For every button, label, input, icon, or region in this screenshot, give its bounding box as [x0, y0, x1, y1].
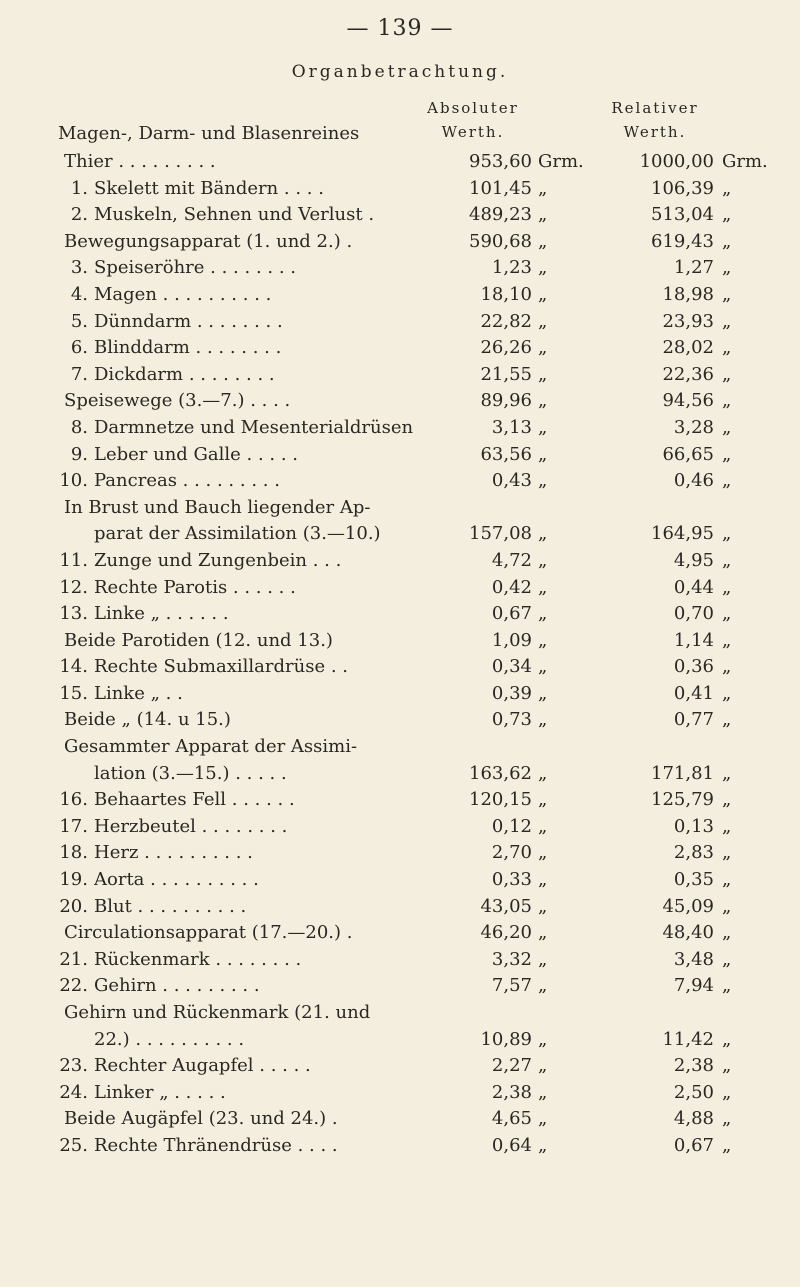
absolute-value: 953,60: [469, 151, 532, 172]
row-number: 1.: [70, 177, 88, 199]
page-number: — 139 —: [346, 16, 454, 41]
relative-unit: Grm.: [722, 151, 768, 172]
absolute-unit: „: [538, 230, 548, 252]
relative-unit: „: [722, 948, 732, 970]
absolute-value: 21,55: [480, 363, 532, 385]
absolute-unit: „: [538, 283, 548, 305]
row-number: 6.: [70, 337, 88, 359]
relative-value: 3,48: [673, 948, 714, 970]
relative-unit: „: [722, 815, 732, 837]
absolute-value: 10,89: [480, 1028, 532, 1050]
row-label: 22.) . . . . . . . . . .: [94, 1028, 245, 1050]
relative-unit: „: [722, 869, 732, 891]
relative-value: 513,04: [651, 204, 714, 226]
table-row: [44, 920, 796, 947]
row-label: Rechte Submaxillardrüse . .: [94, 656, 348, 678]
relative-value: 94,56: [662, 390, 714, 412]
row-number: 13.: [59, 603, 88, 625]
relative-unit: „: [722, 230, 732, 252]
table-row: [44, 149, 796, 176]
absolute-unit: Grm.: [538, 151, 584, 172]
row-number: 2.: [70, 204, 88, 226]
table-row: [44, 415, 796, 442]
relative-unit: „: [722, 310, 732, 332]
row-number: 7.: [70, 363, 88, 385]
table-row: [44, 442, 796, 469]
absolute-unit: „: [538, 443, 548, 465]
relative-value: 4,88: [673, 1108, 714, 1130]
table-row: [44, 681, 796, 708]
row-label: Herzbeutel . . . . . . . .: [94, 815, 288, 837]
relative-unit: „: [722, 1055, 732, 1077]
relative-value: 0,67: [673, 1134, 714, 1156]
absolute-value: 3,13: [491, 416, 532, 438]
table-row: [44, 255, 796, 282]
row-label: Blut . . . . . . . . . .: [94, 895, 247, 917]
column-header-relative-line1: Relativer: [611, 99, 699, 117]
relative-value: 66,65: [662, 443, 714, 465]
row-number: 15.: [59, 682, 88, 704]
column-header-absolute-line2: Werth.: [441, 123, 505, 141]
relative-value: 2,83: [673, 842, 714, 864]
absolute-value: 89,96: [480, 390, 532, 412]
column-header-absolute: [398, 96, 548, 144]
table-row: [44, 814, 796, 841]
row-label: Zunge und Zungenbein . . .: [94, 549, 342, 571]
row-label: Linker „ . . . . .: [94, 1081, 226, 1103]
absolute-value: 26,26: [480, 337, 532, 359]
row-label: Dickdarm . . . . . . . .: [94, 363, 275, 385]
absolute-value: 0,43: [491, 470, 532, 492]
absolute-unit: „: [538, 1108, 548, 1130]
absolute-value: 43,05: [480, 895, 532, 917]
row-number: 5.: [70, 310, 88, 332]
table-row: [44, 734, 796, 761]
row-label: Rechte Thränendrüse . . . .: [94, 1134, 338, 1156]
row-label: Skelett mit Bändern . . . .: [94, 177, 324, 199]
row-label: Pancreas . . . . . . . . .: [94, 470, 280, 492]
relative-value: 0,13: [673, 815, 714, 837]
absolute-unit: „: [538, 709, 548, 731]
table-row: [44, 575, 796, 602]
row-label: Beide Augäpfel (23. und 24.) .: [64, 1108, 338, 1130]
relative-unit: „: [722, 895, 732, 917]
absolute-unit: „: [538, 975, 548, 997]
relative-value: 0,41: [673, 682, 714, 704]
relative-unit: „: [722, 443, 732, 465]
absolute-value: 120,15: [469, 789, 532, 811]
absolute-unit: „: [538, 869, 548, 891]
row-number: 3.: [70, 257, 88, 279]
row-number: 19.: [59, 869, 88, 891]
table-row: [44, 707, 796, 734]
relative-unit: „: [722, 762, 732, 784]
row-number: 23.: [59, 1055, 88, 1077]
row-label: Leber und Galle . . . . .: [94, 443, 299, 465]
row-label: Aorta . . . . . . . . . .: [94, 869, 259, 891]
relative-value: 125,79: [651, 789, 714, 811]
relative-value: 0,46: [673, 470, 714, 492]
relative-unit: „: [722, 177, 732, 199]
row-label: Beide „ (14. u 15.): [64, 709, 231, 731]
relative-value: 1,27: [673, 257, 714, 279]
absolute-unit: „: [538, 1081, 548, 1103]
absolute-value: 0,39: [491, 682, 532, 704]
row-label: Rückenmark . . . . . . . .: [94, 948, 302, 970]
relative-value: 11,42: [662, 1028, 714, 1050]
table-row: [44, 628, 796, 655]
row-label: Muskeln, Sehnen und Verlust .: [94, 204, 375, 226]
absolute-unit: „: [538, 656, 548, 678]
column-header-relative: [570, 96, 740, 144]
absolute-value: 4,72: [491, 549, 532, 571]
row-label: Magen . . . . . . . . . .: [94, 283, 272, 305]
table-row: [44, 548, 796, 575]
relative-value: 164,95: [651, 523, 714, 545]
absolute-unit: „: [538, 390, 548, 412]
relative-unit: „: [722, 549, 732, 571]
relative-unit: „: [722, 204, 732, 226]
row-number: 24.: [59, 1081, 88, 1103]
absolute-value: 0,33: [491, 869, 532, 891]
relative-unit: „: [722, 682, 732, 704]
row-label: Circulationsapparat (17.—20.) .: [64, 922, 353, 944]
relative-value: 18,98: [662, 283, 714, 305]
relative-unit: „: [722, 576, 732, 598]
row-label: Bewegungsapparat (1. und 2.) .: [64, 230, 353, 252]
table-row: [44, 468, 796, 495]
table-row: [44, 867, 796, 894]
absolute-value: 0,67: [491, 603, 532, 625]
table-row: [44, 335, 796, 362]
row-label: In Brust und Bauch liegender Ap-: [64, 496, 371, 518]
absolute-value: 4,65: [491, 1108, 532, 1130]
row-label: Behaartes Fell . . . . . .: [94, 789, 295, 811]
relative-unit: „: [722, 629, 732, 651]
absolute-value: 1,23: [491, 257, 532, 279]
absolute-unit: „: [538, 922, 548, 944]
table-row: [44, 1133, 796, 1160]
absolute-value: 101,45: [469, 177, 532, 199]
relative-value: 7,94: [673, 975, 714, 997]
absolute-value: 489,23: [469, 204, 532, 226]
table-row: [44, 973, 796, 1000]
absolute-unit: „: [538, 470, 548, 492]
row-label: Rechter Augapfel . . . . .: [94, 1055, 311, 1077]
relative-unit: „: [722, 416, 732, 438]
row-number: 20.: [59, 895, 88, 917]
absolute-unit: „: [538, 576, 548, 598]
absolute-value: 7,57: [491, 975, 532, 997]
table-row: [44, 176, 796, 203]
relative-value: 0,70: [673, 603, 714, 625]
row-label: Rechte Parotis . . . . . .: [94, 576, 296, 598]
relative-value: 23,93: [662, 310, 714, 332]
absolute-unit: „: [538, 895, 548, 917]
absolute-value: 0,73: [491, 709, 532, 731]
relative-unit: „: [722, 523, 732, 545]
relative-value: 0,36: [673, 656, 714, 678]
relative-value: 619,43: [651, 230, 714, 252]
row-number: 10.: [59, 470, 88, 492]
row-label: lation (3.—15.) . . . . .: [94, 762, 287, 784]
row-label: Speiseröhre . . . . . . . .: [94, 257, 296, 279]
table-row: [44, 1106, 796, 1133]
table-row: [44, 1000, 796, 1027]
table-row: [44, 761, 796, 788]
column-header-absolute-line1: Absoluter: [427, 99, 519, 117]
absolute-value: 0,12: [491, 815, 532, 837]
relative-value: 0,44: [673, 576, 714, 598]
absolute-value: 2,27: [491, 1055, 532, 1077]
absolute-value: 157,08: [469, 523, 532, 545]
row-label: Linke „ . . . . . .: [94, 603, 229, 625]
absolute-unit: „: [538, 177, 548, 199]
absolute-value: 2,70: [491, 842, 532, 864]
absolute-unit: „: [538, 789, 548, 811]
absolute-unit: „: [538, 1028, 548, 1050]
absolute-unit: „: [538, 337, 548, 359]
relative-unit: „: [722, 337, 732, 359]
table-row: [44, 495, 796, 522]
absolute-value: 63,56: [480, 443, 532, 465]
table-row: [44, 1080, 796, 1107]
relative-value: 4,95: [673, 549, 714, 571]
relative-value: 0,35: [673, 869, 714, 891]
absolute-unit: „: [538, 523, 548, 545]
table-row: [44, 521, 796, 548]
table-row: [44, 840, 796, 867]
section-heading: Organbetrachtung.: [291, 62, 509, 82]
row-label: Gesammter Apparat der Assimi-: [64, 736, 358, 758]
absolute-unit: „: [538, 257, 548, 279]
row-label: Linke „ . .: [94, 682, 183, 704]
row-label: Thier . . . . . . . . .: [64, 151, 216, 172]
absolute-value: 590,68: [469, 230, 532, 252]
relative-unit: „: [722, 975, 732, 997]
row-number: 17.: [59, 815, 88, 837]
row-number: 9.: [70, 443, 88, 465]
relative-unit: „: [722, 1081, 732, 1103]
absolute-value: 163,62: [469, 762, 532, 784]
relative-value: 171,81: [651, 762, 714, 784]
table-row: [44, 309, 796, 336]
table-row: [44, 1053, 796, 1080]
relative-unit: „: [722, 257, 732, 279]
relative-value: 2,38: [673, 1055, 714, 1077]
organ-table: [44, 149, 796, 1160]
row-number: 12.: [59, 576, 88, 598]
absolute-unit: „: [538, 363, 548, 385]
table-row: [44, 654, 796, 681]
relative-value: 2,50: [673, 1081, 714, 1103]
relative-unit: „: [722, 922, 732, 944]
table-row: [44, 229, 796, 256]
table-row: [44, 388, 796, 415]
absolute-value: 22,82: [480, 310, 532, 332]
table-row: [44, 1027, 796, 1054]
relative-value: 28,02: [662, 337, 714, 359]
absolute-value: 18,10: [480, 283, 532, 305]
row-label: Beide Parotiden (12. und 13.): [64, 629, 333, 651]
relative-value: 22,36: [662, 363, 714, 385]
row-number: 14.: [59, 656, 88, 678]
table-row: [44, 202, 796, 229]
row-label: Darmnetze und Mesenterialdrüsen: [94, 416, 414, 438]
table-row: [44, 787, 796, 814]
row-label: Speisewege (3.—7.) . . . .: [64, 390, 291, 412]
absolute-value: 46,20: [480, 922, 532, 944]
absolute-value: 0,64: [491, 1134, 532, 1156]
row-number: 8.: [70, 416, 88, 438]
relative-unit: „: [722, 1028, 732, 1050]
row-number: 4.: [70, 283, 88, 305]
relative-value: 3,28: [673, 416, 714, 438]
absolute-value: 1,09: [491, 629, 532, 651]
relative-unit: „: [722, 603, 732, 625]
table-row: [44, 894, 796, 921]
relative-unit: „: [722, 656, 732, 678]
relative-unit: „: [722, 470, 732, 492]
row-label: Gehirn . . . . . . . . .: [94, 975, 260, 997]
row-number: 22.: [59, 975, 88, 997]
absolute-value: 0,42: [491, 576, 532, 598]
absolute-unit: „: [538, 682, 548, 704]
row-number: 11.: [59, 549, 88, 571]
header-label: Magen-, Darm- und Blasenreines: [58, 123, 360, 144]
absolute-unit: „: [538, 603, 548, 625]
relative-unit: „: [722, 390, 732, 412]
relative-unit: „: [722, 283, 732, 305]
table-row: [44, 362, 796, 389]
absolute-unit: „: [538, 842, 548, 864]
row-label: parat der Assimilation (3.—10.): [94, 523, 381, 545]
row-label: Blinddarm . . . . . . . .: [94, 337, 282, 359]
absolute-unit: „: [538, 629, 548, 651]
column-header-relative-line2: Werth.: [623, 123, 687, 141]
absolute-value: 3,32: [491, 948, 532, 970]
absolute-unit: „: [538, 310, 548, 332]
absolute-unit: „: [538, 762, 548, 784]
row-number: 16.: [59, 789, 88, 811]
absolute-value: 0,34: [491, 656, 532, 678]
absolute-value: 2,38: [491, 1081, 532, 1103]
row-number: 25.: [59, 1134, 88, 1156]
relative-unit: „: [722, 363, 732, 385]
relative-unit: „: [722, 1134, 732, 1156]
table-row: [44, 282, 796, 309]
absolute-unit: „: [538, 204, 548, 226]
row-label: Gehirn und Rückenmark (21. und: [64, 1002, 371, 1023]
relative-unit: „: [722, 1108, 732, 1130]
table-row: [44, 601, 796, 628]
row-label: Dünndarm . . . . . . . .: [94, 310, 283, 332]
absolute-unit: „: [538, 1055, 548, 1077]
relative-value: 1,14: [673, 629, 714, 651]
absolute-unit: „: [538, 416, 548, 438]
relative-value: 45,09: [662, 895, 714, 917]
relative-unit: „: [722, 789, 732, 811]
relative-unit: „: [722, 842, 732, 864]
relative-value: 106,39: [651, 177, 714, 199]
relative-value: 1000,00: [639, 151, 714, 172]
relative-value: 48,40: [662, 922, 714, 944]
row-number: 18.: [59, 842, 88, 864]
relative-value: 0,77: [673, 709, 714, 731]
absolute-unit: „: [538, 1134, 548, 1156]
absolute-unit: „: [538, 815, 548, 837]
row-number: 21.: [59, 948, 88, 970]
absolute-unit: „: [538, 948, 548, 970]
row-label: Herz . . . . . . . . . .: [94, 842, 253, 864]
relative-unit: „: [722, 709, 732, 731]
table-row: [44, 947, 796, 974]
absolute-unit: „: [538, 549, 548, 571]
